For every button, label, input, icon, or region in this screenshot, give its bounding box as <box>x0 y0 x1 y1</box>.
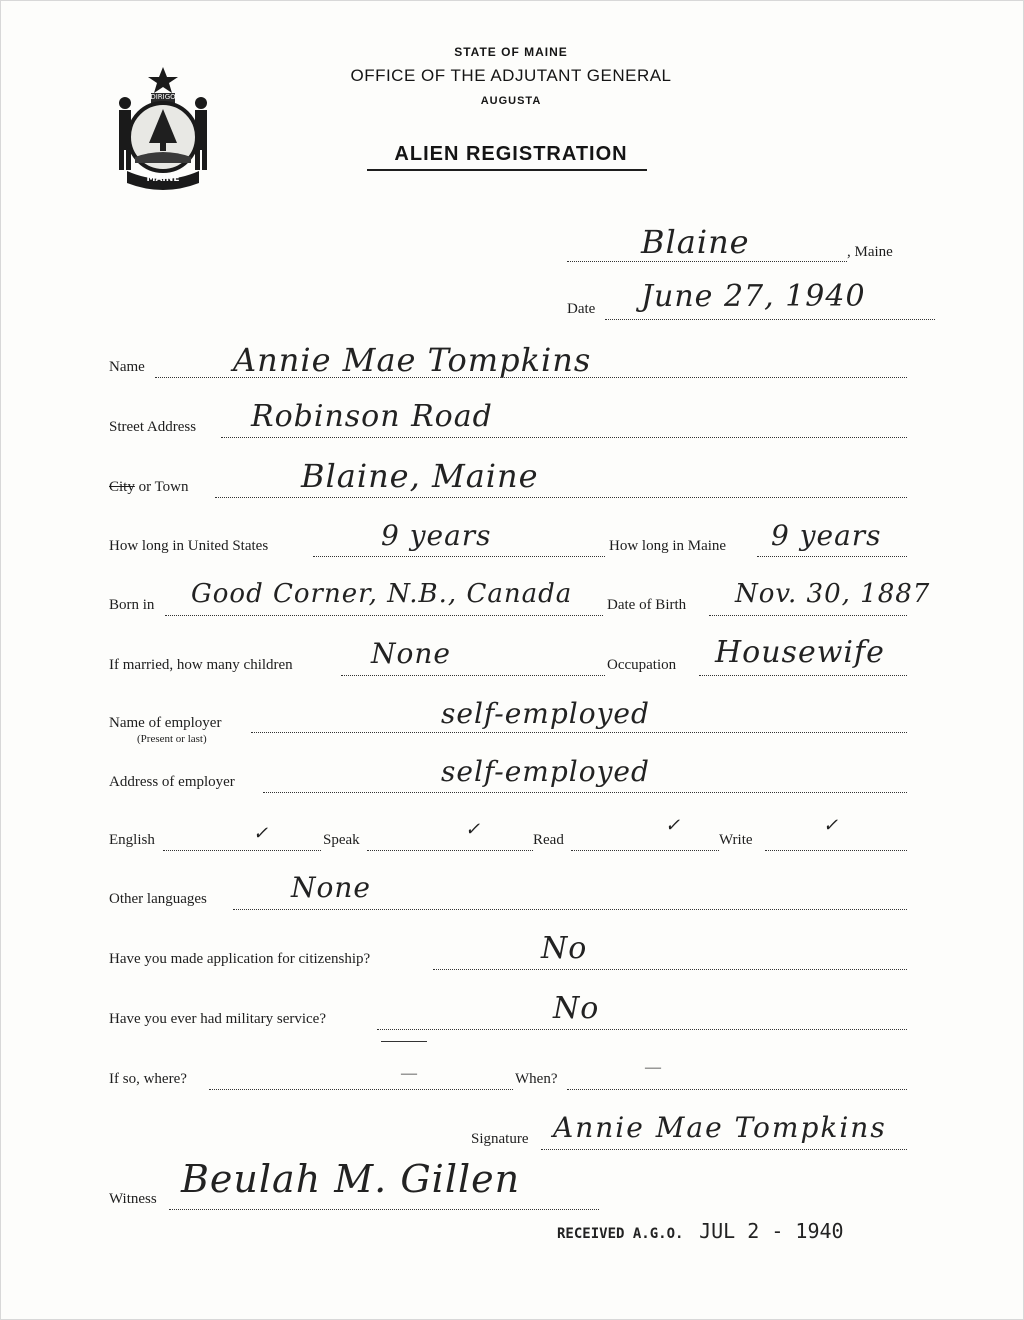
how-long-us-value: 9 years <box>381 519 492 552</box>
children-label: If married, how many children <box>109 657 293 673</box>
military-label: Have you ever had military service? <box>109 1011 326 1027</box>
english-label: English <box>109 832 155 848</box>
header-state: STATE OF MAINE <box>454 45 568 59</box>
write-label: Write <box>719 832 753 848</box>
witness-value: Beulah M. Gillen <box>181 1157 521 1201</box>
street-value: Robinson Road <box>251 399 493 434</box>
other-languages-label: Other languages <box>109 891 207 907</box>
other-languages-value: None <box>291 871 371 904</box>
header-office: OFFICE OF THE ADJUTANT GENERAL <box>350 66 672 85</box>
signature-label: Signature <box>471 1131 529 1147</box>
how-long-me-value: 9 years <box>771 519 882 552</box>
witness-label: Witness <box>109 1191 157 1207</box>
location-suffix: , Maine <box>847 244 893 260</box>
seal-motto: DIRIGO <box>150 93 176 101</box>
where-label: If so, where? <box>109 1071 187 1087</box>
date-value: June 27, 1940 <box>641 279 866 314</box>
employer-name-sublabel: (Present or last) <box>137 733 207 745</box>
when-value: — <box>645 1059 661 1076</box>
read-label: Read <box>533 832 564 848</box>
name-value: Annie Mae Tompkins <box>233 341 592 379</box>
signature-value: Annie Mae Tompkins <box>553 1111 887 1144</box>
read-mark: ✓ <box>665 815 682 836</box>
children-value: None <box>371 637 451 670</box>
how-long-me-label: How long in Maine <box>609 538 727 554</box>
seal-banner: MAINE <box>146 174 180 184</box>
employer-name-value: self-employed <box>441 697 650 730</box>
city-rest: or Town <box>134 479 189 495</box>
military-value: No <box>553 991 600 1026</box>
employer-address-label: Address of employer <box>109 774 235 790</box>
title-underline <box>367 169 647 171</box>
born-in-value: Good Corner, N.B., Canada <box>191 579 573 609</box>
form-title: ALIEN REGISTRATION <box>394 143 628 165</box>
employer-name-label: Name of employer <box>109 715 222 731</box>
dob-value: Nov. 30, 1887 <box>735 579 931 609</box>
where-value: — <box>401 1065 417 1082</box>
name-label: Name <box>109 359 145 375</box>
header-city: AUGUSTA <box>480 95 542 107</box>
date-label: Date <box>567 301 596 317</box>
employer-address-value: self-employed <box>441 755 650 788</box>
how-long-us-label: How long in United States <box>109 538 269 554</box>
city-struck: City <box>109 479 135 495</box>
occupation-value: Housewife <box>715 635 885 670</box>
stamp-text: RECEIVED A.G.O. <box>557 1226 684 1242</box>
write-mark: ✓ <box>823 815 840 836</box>
speak-mark: ✓ <box>465 819 482 840</box>
when-label: When? <box>515 1071 558 1087</box>
occupation-label: Occupation <box>607 657 677 673</box>
stamp-date: JUL 2 - 1940 <box>699 1219 844 1243</box>
citizenship-value: No <box>541 931 588 966</box>
state-seal <box>107 63 219 193</box>
speak-label: Speak <box>323 832 360 848</box>
location-value: Blaine <box>641 223 750 261</box>
citizenship-label: Have you made application for citizenship? <box>109 951 371 967</box>
city-label <box>109 479 189 496</box>
where-dash-above <box>381 1041 427 1042</box>
received-stamp <box>557 1219 844 1243</box>
english-mark: ✓ <box>253 823 270 844</box>
dob-label: Date of Birth <box>607 597 687 613</box>
born-in-label: Born in <box>109 597 155 613</box>
city-value: Blaine, Maine <box>301 457 539 495</box>
street-label: Street Address <box>109 419 197 435</box>
